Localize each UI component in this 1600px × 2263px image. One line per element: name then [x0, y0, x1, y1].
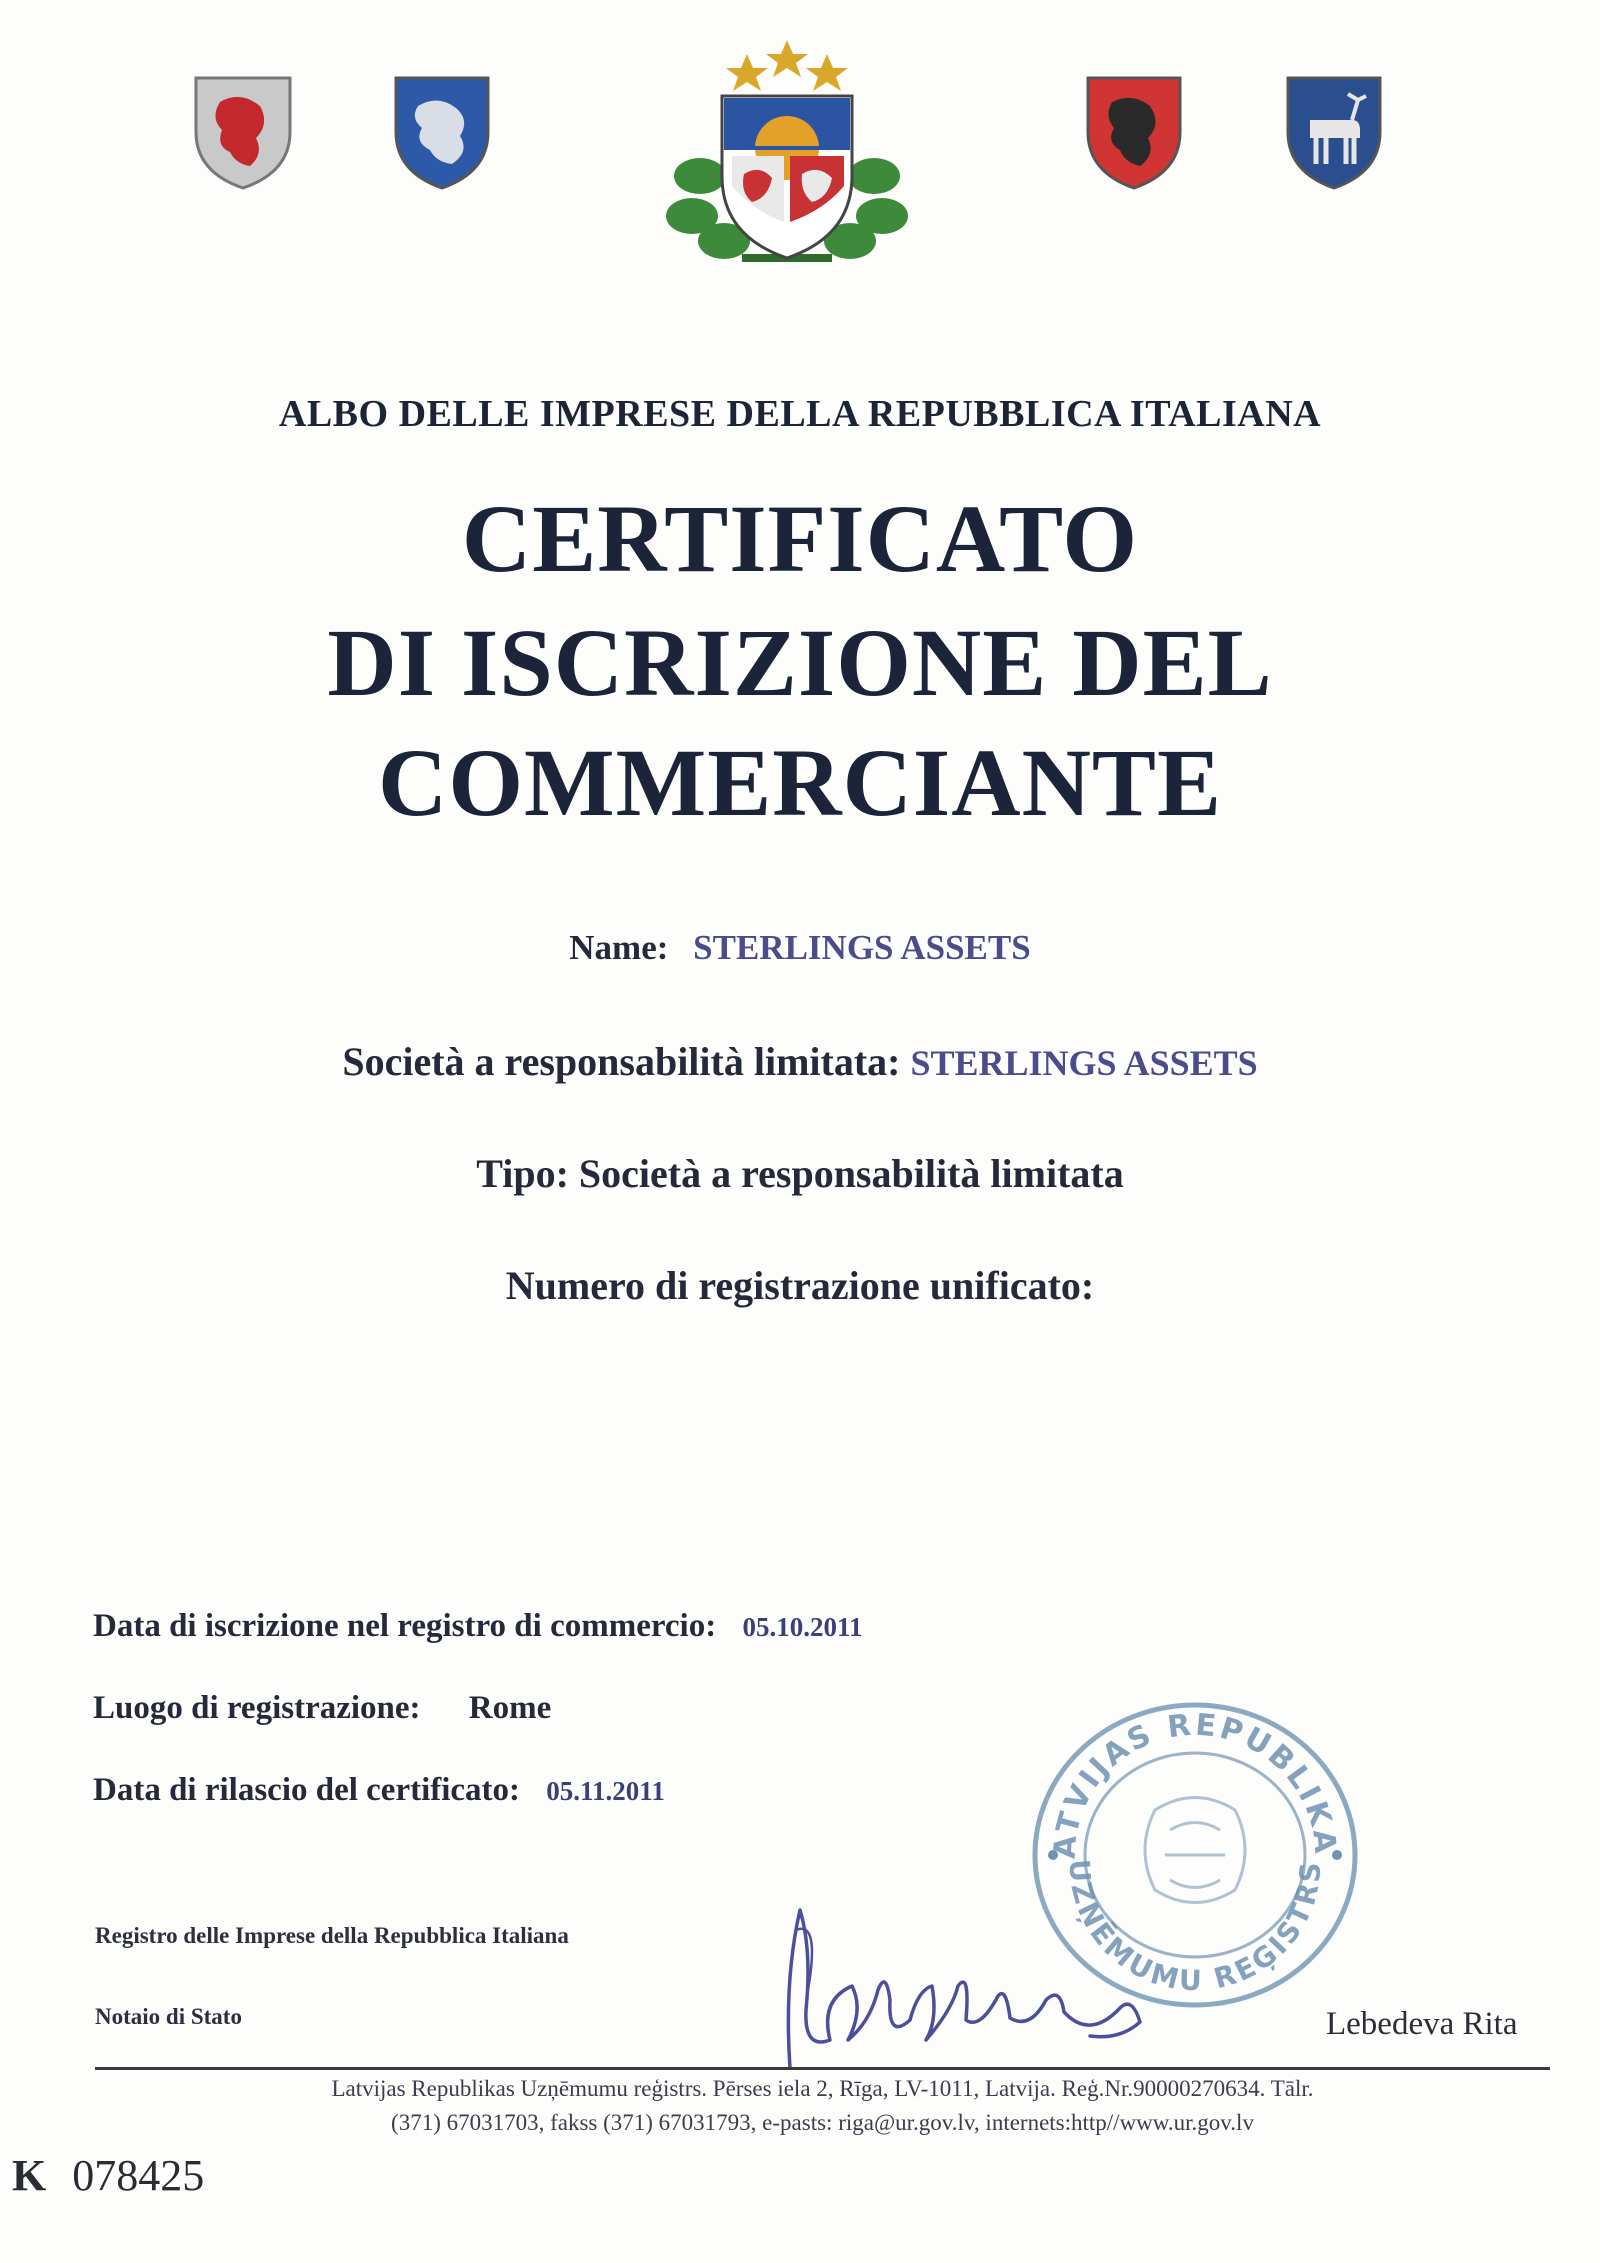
- issue-date-value: 05.11.2011: [546, 1776, 665, 1806]
- entry-date-value: 05.10.2011: [742, 1612, 863, 1642]
- footer-line2: (371) 67031703, fakss (371) 67031793, e-pasts: riga@ur.gov.lv, internets:http//www.ur.gov.lv: [391, 2110, 1254, 2135]
- footer-line1: Latvijas Republikas Uzņēmumu reģistrs. Pērses iela 2, Rīga, LV-1011, Latvija. Reģ.Nr.90000270634. Tālr.: [331, 2076, 1314, 2101]
- name-row: [0, 928, 1600, 968]
- certificate-title-line1: CERTIFICATO: [461, 485, 1139, 592]
- srl-row: [0, 1038, 1600, 1085]
- signer-name: Lebedeva Rita: [1326, 2006, 1518, 2042]
- serial-letter: K: [12, 2151, 47, 2200]
- blue-griffin-crest-icon: [390, 72, 494, 192]
- certificate-title-line2: DI ISCRIZIONE DEL: [327, 609, 1273, 716]
- place-value: Rome: [468, 1690, 552, 1726]
- issue-date-label: Data di rilascio del certificato:: [93, 1772, 521, 1808]
- entry-date-label: Data di iscrizione nel registro di commercio:: [93, 1608, 717, 1644]
- srl-value: STERLINGS ASSETS: [910, 1043, 1258, 1083]
- stamp-top-text: ATVIJAS REPUBLIKA: [1047, 1707, 1343, 1860]
- red-lion-crest-icon: [190, 72, 296, 192]
- place-label: Luogo di registrazione:: [93, 1690, 421, 1726]
- notary-label: Notaio di Stato: [95, 2004, 242, 2029]
- certificate-title-line3: COMMERCIANTE: [378, 729, 1222, 836]
- name-label: Name:: [569, 928, 669, 967]
- blue-elk-crest-icon: [1282, 72, 1386, 192]
- handwritten-signature: [760, 1890, 1180, 2080]
- registration-number-label: Numero di registrazione unificato:: [505, 1263, 1095, 1308]
- serial-digits: 078425: [72, 2151, 205, 2200]
- stamp-bottom-text: UZŅĒMUMU REĢISTRS: [1062, 1858, 1328, 1998]
- svg-text:LATVIJAS REPUBLIKAS: [1015, 1690, 1343, 1860]
- entry-date-row: [93, 1608, 862, 1645]
- registry-title: ALBO DELLE IMPRESE DELLA REPUBBLICA ITALIANA: [278, 393, 1322, 435]
- name-value: STERLINGS ASSETS: [693, 928, 1031, 967]
- footer-divider: [95, 2067, 1550, 2070]
- place-row: [93, 1690, 551, 1727]
- tipo-text: Tipo: Società a responsabilità limitata: [476, 1151, 1124, 1196]
- latvia-coat-of-arms-icon: [652, 26, 922, 276]
- issue-date-row: [93, 1772, 665, 1809]
- srl-label: Società a responsabilità limitata:: [342, 1039, 901, 1084]
- registry-signature-label: Registro delle Imprese della Repubblica Italiana: [95, 1923, 569, 1948]
- red-griffin-crest-icon: [1082, 72, 1186, 192]
- serial-number: [12, 2150, 204, 2201]
